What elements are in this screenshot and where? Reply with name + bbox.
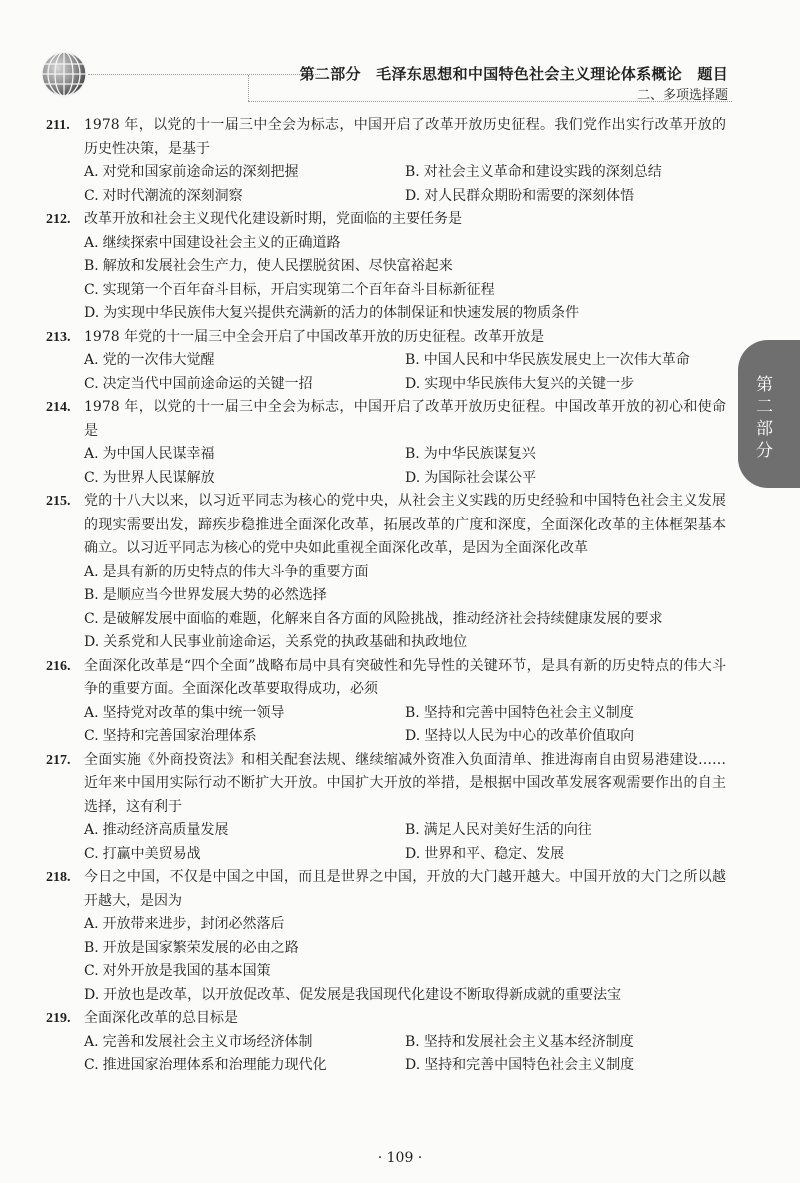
answer-option: [405, 467, 726, 491]
option-letter: A.: [84, 704, 99, 721]
option-letter: D.: [405, 1057, 421, 1073]
option-list: [84, 819, 726, 866]
option-list: [84, 913, 726, 1007]
answer-option: [405, 1054, 726, 1078]
question-stem: 全面实施《外商投资法》和相关配套法规、继续缩减外资准入负面清单、推进海南自由贸易港建设……近年来中国用实际行动不断扩大开放。中国扩大开放的举措，是根据中国改革发展客观需要作出的自主选择，这有利于: [84, 751, 726, 815]
question-item: [46, 396, 726, 490]
answer-option: [84, 279, 726, 303]
option-list: [84, 161, 726, 208]
option-text: 推动经济高质量发展: [102, 822, 229, 838]
answer-option: [84, 232, 726, 256]
option-letter: C.: [84, 1057, 99, 1073]
option-letter: D.: [84, 634, 100, 650]
header-rule: [88, 74, 320, 75]
option-letter: C.: [84, 375, 99, 392]
answer-option: [84, 819, 405, 843]
answer-option: [84, 631, 726, 655]
option-letter: D.: [405, 845, 421, 862]
option-letter: B.: [405, 1033, 420, 1050]
answer-option: [84, 960, 726, 984]
answer-option: [84, 913, 726, 937]
option-letter: B.: [84, 939, 99, 956]
option-list: [84, 1031, 726, 1078]
option-list: [84, 443, 726, 490]
option-text: 对人民群众期盼和需要的深刻体悟: [424, 187, 635, 204]
option-letter: A.: [84, 563, 99, 580]
answer-option: [405, 1031, 726, 1055]
option-letter: B.: [405, 164, 420, 180]
option-text: 是破解发展中面临的难题，化解来自各方面的风险挑战，推动经济社会持续健康发展的要求: [102, 610, 663, 627]
question-item: [46, 114, 726, 208]
option-text: 对时代潮流的深刻洞察: [102, 187, 243, 204]
option-letter: A.: [84, 352, 99, 368]
option-letter: C.: [84, 187, 99, 204]
option-text: 是顺应当今世界发展大势的必然选择: [102, 587, 327, 603]
answer-option: [84, 843, 405, 867]
question-item: [46, 749, 726, 867]
option-letter: B.: [405, 446, 420, 462]
option-letter: C.: [84, 469, 99, 486]
question-number: 214.: [46, 400, 71, 415]
option-letter: B.: [84, 587, 99, 603]
option-text: 世界和平、稳定、发展: [424, 845, 565, 862]
option-text: 继续探索中国建设社会主义的正确道路: [102, 234, 341, 251]
question-item: [46, 490, 726, 655]
page-header: [0, 0, 800, 108]
question-item: [46, 326, 726, 397]
option-list: [84, 561, 726, 655]
section-side-tab: [738, 340, 800, 488]
option-text: 坚持和完善中国特色社会主义制度: [424, 1057, 635, 1073]
answer-option: [84, 185, 405, 209]
question-stem: 党的十八大以来，以习近平同志为核心的党中央，从社会主义实践的历史经验和中国特色社会主义发展的现实需要出发，蹄疾步稳推进全面深化改革，拓展改革的广度和深度，全面深化改革的主体框架基本确立。以习近平同志为核心的党中央如此重视全面深化改革，是因为全面深化改革: [84, 493, 726, 556]
option-letter: D.: [405, 187, 421, 204]
option-letter: A.: [84, 916, 99, 932]
answer-option: [405, 725, 726, 749]
option-text: 打赢中美贸易战: [102, 845, 201, 862]
answer-option: [84, 725, 405, 749]
option-letter: D.: [405, 728, 421, 744]
answer-option: [84, 561, 726, 585]
option-letter: B.: [405, 704, 420, 721]
side-tab-label: 第二部分: [756, 375, 773, 461]
answer-option: [84, 467, 405, 491]
option-list: [84, 349, 726, 396]
question-number: 211.: [46, 118, 70, 133]
option-text: 对党和国家前途命运的深刻把握: [102, 164, 299, 180]
option-list: [84, 702, 726, 749]
option-letter: C.: [84, 610, 99, 627]
option-letter: C.: [84, 281, 99, 298]
running-title: 第二部分 毛泽东思想和中国特色社会主义理论体系概论 题目: [299, 65, 728, 83]
answer-option: [405, 373, 726, 397]
option-text: 满足人民对美好生活的向往: [423, 822, 592, 838]
option-letter: C.: [84, 845, 99, 862]
answer-option: [84, 1054, 405, 1078]
option-letter: C.: [84, 728, 99, 744]
question-item: [46, 1007, 726, 1078]
question-item: [46, 655, 726, 749]
question-number: 217.: [46, 752, 71, 768]
page-number: · 109 ·: [377, 1150, 423, 1166]
option-text: 坚持和完善中国特色社会主义制度: [423, 704, 634, 721]
answer-option: [84, 443, 405, 467]
answer-option: [84, 373, 405, 397]
option-text: 坚持和完善国家治理体系: [102, 728, 257, 744]
question-list: [46, 114, 726, 1078]
option-letter: D.: [405, 375, 421, 392]
option-letter: D.: [405, 469, 421, 486]
option-text: 坚持党对改革的集中统一领导: [102, 704, 285, 721]
option-text: 为中华民族谋复兴: [423, 446, 536, 462]
question-item: [46, 866, 726, 1007]
question-stem: 1978 年，以党的十一届三中全会为标志，中国开启了改革开放历史征程。中国改革开放的初心和使命是: [84, 399, 726, 439]
globe-icon: [40, 50, 88, 98]
option-text: 开放带来进步，封闭必然落后: [102, 916, 285, 932]
question-stem: 1978 年党的十一届三中全会开启了中国改革开放的历史征程。改革开放是: [84, 328, 545, 345]
answer-option: [405, 161, 726, 185]
answer-option: [84, 1031, 405, 1055]
answer-option: [405, 843, 726, 867]
option-text: 解放和发展社会生产力，使人民摆脱贫困、尽快富裕起来: [102, 258, 453, 274]
answer-option: [84, 608, 726, 632]
question-stem: 今日之中国，不仅是中国之中国，而且是世界之中国，开放的大门越开越大。中国开放的大门之所以越开越大，是因为: [84, 869, 726, 909]
option-list: [84, 232, 726, 326]
question-number: 218.: [46, 870, 71, 885]
answer-option: [405, 819, 726, 843]
section-title: 二、多项选择题: [636, 88, 728, 103]
option-text: 为世界人民谋解放: [102, 469, 215, 486]
option-text: 中国人民和中华民族发展史上一次伟大革命: [423, 352, 690, 368]
answer-option: [405, 349, 726, 373]
option-text: 实现中华民族伟大复兴的关键一步: [424, 375, 635, 392]
option-text: 决定当代中国前途命运的关键一招: [102, 375, 313, 392]
option-text: 开放是国家繁荣发展的必由之路: [102, 939, 299, 956]
question-stem: 改革开放和社会主义现代化建设新时期，党面临的主要任务是: [84, 211, 462, 227]
answer-option: [84, 584, 726, 608]
option-letter: A.: [84, 234, 99, 251]
option-letter: D.: [84, 986, 100, 1003]
option-text: 关系党和人民事业前途命运，关系党的执政基础和执政地位: [103, 634, 468, 650]
option-text: 为实现中华民族伟大复兴提供充满新的活力的体制保证和快速发展的物质条件: [103, 305, 580, 321]
answer-option: [84, 702, 405, 726]
option-letter: B.: [84, 258, 99, 274]
question-item: [46, 208, 726, 326]
question-number: 219.: [46, 1011, 71, 1026]
option-text: 完善和发展社会主义市场经济体制: [102, 1033, 313, 1050]
answer-option: [84, 161, 405, 185]
answer-option: [84, 255, 726, 279]
answer-option: [84, 349, 405, 373]
option-text: 党的一次伟大觉醒: [102, 352, 215, 368]
option-text: 对社会主义革命和建设实践的深刻总结: [423, 164, 662, 180]
option-letter: C.: [84, 963, 99, 979]
option-text: 坚持以人民为中心的改革价值取向: [424, 728, 635, 744]
question-number: 213.: [46, 329, 71, 345]
option-letter: B.: [405, 822, 420, 838]
question-stem: 全面深化改革是“四个全面”战略布局中具有突破性和先导性的关键环节，是具有新的历史特点的伟大斗争的重要方面。全面深化改革要取得成功，必须: [84, 657, 726, 697]
question-number: 216.: [46, 658, 71, 674]
question-stem: 1978 年，以党的十一届三中全会为标志，中国开启了改革开放历史征程。我们党作出实行改革开放的历史性决策，是基于: [84, 117, 726, 157]
answer-option: [405, 443, 726, 467]
question-number: 212.: [46, 212, 71, 227]
option-text: 推进国家治理体系和治理能力现代化: [102, 1057, 327, 1073]
answer-option: [405, 702, 726, 726]
option-letter: A.: [84, 446, 99, 462]
option-letter: A.: [84, 164, 99, 180]
option-text: 实现第一个百年奋斗目标，开启实现第二个百年奋斗目标新征程: [102, 281, 495, 298]
option-text: 为中国人民谋幸福: [102, 446, 215, 462]
option-letter: B.: [405, 352, 420, 368]
question-stem: 全面深化改革的总目标是: [84, 1010, 238, 1026]
option-text: 对外开放是我国的基本国策: [102, 963, 271, 979]
question-number: 215.: [46, 494, 71, 509]
option-text: 坚持和发展社会主义基本经济制度: [423, 1033, 634, 1050]
answer-option: [84, 302, 726, 326]
option-text: 是具有新的历史特点的伟大斗争的重要方面: [102, 563, 369, 580]
answer-option: [84, 937, 726, 961]
option-letter: A.: [84, 1033, 99, 1050]
answer-option: [405, 185, 726, 209]
option-text: 为国际社会谋公平: [424, 469, 537, 486]
answer-option: [84, 984, 726, 1008]
header-rule: [248, 75, 249, 101]
option-letter: D.: [84, 305, 100, 321]
option-text: 开放也是改革，以开放促改革、促发展是我国现代化建设不断取得新成就的重要法宝: [103, 986, 622, 1003]
option-letter: A.: [84, 822, 99, 838]
